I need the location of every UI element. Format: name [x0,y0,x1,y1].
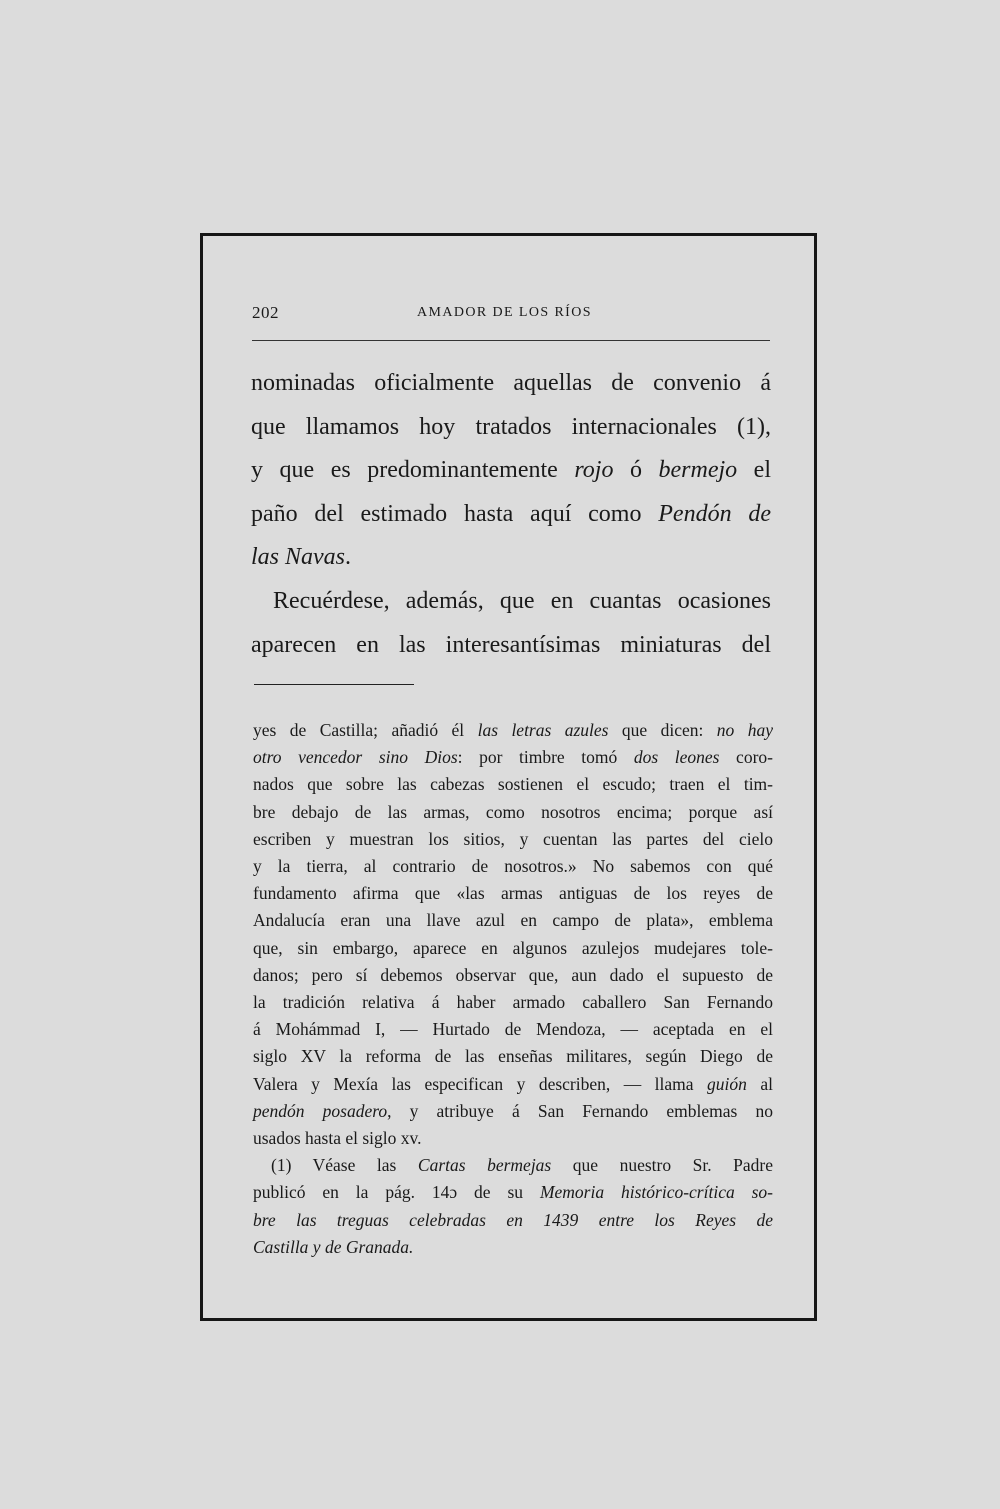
main-line: Recuérdese, además, que en cuantas ocasiones [273,587,771,614]
main-line: que llamamos hoy tratados internacionales (1), [251,413,771,440]
footnote-line: yes de Castilla; añadió él las letras azules que dicen: no hay [253,720,773,740]
running-title: AMADOR DE LOS RÍOS [417,305,592,320]
footnote-line: siglo XV la reforma de las enseñas militares, según Diego de [253,1046,773,1067]
footnote-line: y la tierra, al contrario de nosotros.» No sabemos con qué [253,856,773,877]
footnote-line: fundamento afirma que «las armas antiguas de los reyes de [253,883,773,904]
footnote-line: pendón posadero, y atribuye á San Fernando emblemas no [253,1100,773,1121]
footnotes [253,717,773,1261]
footnote-line: que, sin embargo, aparece en algunos azulejos mudejares tole- [253,937,773,958]
footnote-line: bre las treguas celebradas en 1439 entre los Reyes de [253,1209,773,1230]
header-rule [252,340,770,341]
running-header [252,303,770,327]
footnote-line: á Mohámmad I, — Hurtado de Mendoza, — aceptada en el [253,1019,773,1040]
footnote-line: la tradición relativa á haber armado caballero San Fernando [253,992,773,1013]
main-line: y que es predominantemente rojo ó bermejo el [251,457,771,484]
footnote-line: Andalucía eran una llave azul en campo de plata», emblema [253,910,773,931]
main-text [251,362,771,667]
footnote-line: bre debajo de las armas, como nosotros encima; porque así [253,801,773,822]
footnote-line: usados hasta el siglo xv. [253,1128,422,1149]
footnote-line: Valera y Mexía las especifican y describen, — llama guión al [253,1073,773,1094]
main-line: aparecen en las interesantísimas miniaturas del [251,631,771,658]
footnote-line: escriben y muestran los sitios, y cuentan las partes del cielo [253,828,773,849]
main-line: paño del estimado hasta aquí como Pendón de [251,500,771,527]
main-line: nominadas oficialmente aquellas de convenio á [251,370,771,396]
footnote-line: otro vencedor sino Dios: por timbre tomó dos leones coro- [253,747,773,768]
footnote-line: danos; pero sí debemos observar que, aun dado el supuesto de [253,964,773,985]
footnote-line: nados que sobre las cabezas sostienen el escudo; traen el tim- [253,774,773,795]
page-number: 202 [252,303,279,322]
main-line: las Navas. [251,544,352,571]
footnote-line: (1) Véase las Cartas bermejas que nuestro Sr. Padre [271,1155,773,1176]
footnote-line: Castilla y de Granada. [253,1236,414,1257]
footnote-line: publicó en la pág. 14ɔ de su Memoria histórico-crítica so- [253,1182,774,1203]
footnote-rule [254,684,414,685]
